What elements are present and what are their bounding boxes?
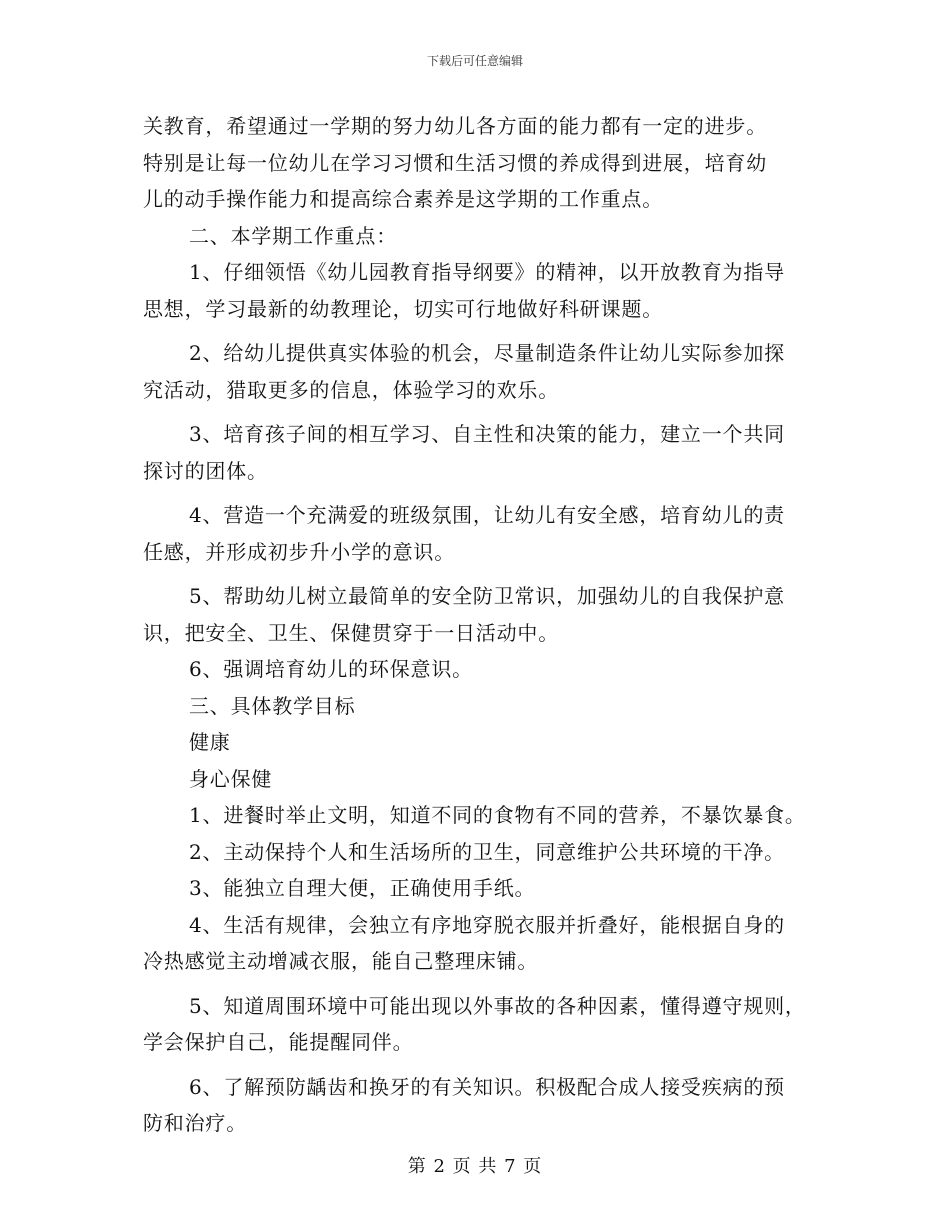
list-item-continuation: 识，把安全、卫生、保健贯穿于一日活动中。: [143, 620, 559, 645]
subsection-heading: 身心保健: [189, 766, 273, 791]
paragraph-line: 儿的动手操作能力和提高综合素养是这学期的工作重点。: [143, 187, 663, 211]
list-item-continuation: 防和治疗。: [143, 1111, 247, 1135]
subsection-heading: 健康: [189, 730, 231, 754]
paragraph-line: 特别是让每一位幼儿在学习习惯和生活习惯的养成得到进展，培育幼: [143, 150, 767, 175]
list-item: 5、知道周围环境中可能出现以外事故的各种因素，懂得遵守规则，: [189, 993, 806, 1018]
list-item: 4、生活有规律，会独立有序地穿脱衣服并折叠好，能根据自身的: [189, 912, 785, 937]
page-number-footer: 第 2 页 共 7 页: [407, 1156, 543, 1177]
document-body: [143, 108, 838, 1142]
list-item: 1、仔细领悟《幼儿园教育指导纲要》的精神，以开放教育为指导: [189, 260, 785, 284]
list-item: 3、培育孩子间的相互学习、自主性和决策的能力，建立一个共同: [189, 422, 785, 446]
list-item: 4、营造一个充满爱的班级氛围，让幼儿有安全感，培育幼儿的责: [189, 503, 785, 527]
page-header: 下载后可任意编辑: [426, 54, 523, 68]
list-item-continuation: 思想，学习最新的幼教理论，切实可行地做好科研课题。: [143, 296, 663, 321]
paragraph-line: 关教育，希望通过一学期的努力幼儿各方面的能力都有一定的进步。: [143, 114, 767, 138]
list-item: 6、了解预防龋齿和换牙的有关知识。积极配合成人接受疾病的预: [189, 1074, 785, 1099]
list-item-continuation: 究活动，猎取更多的信息，体验学习的欢乐。: [143, 377, 559, 402]
list-item: 1、进餐时举止文明，知道不同的食物有不同的营养，不暴饮暴食。: [189, 803, 806, 827]
list-item: 2、给幼儿提供真实体验的机会，尽量制造条件让幼儿实际参加探: [189, 341, 785, 365]
list-item-continuation: 学会保护自己，能提醒同伴。: [143, 1030, 414, 1054]
list-item: 6、强调培育幼儿的环保意识。: [189, 657, 473, 681]
list-item: 2、主动保持个人和生活场所的卫生，同意维护公共环境的干净。: [189, 839, 785, 864]
list-item: 3、能独立自理大便，正确使用手纸。: [189, 876, 536, 900]
section-heading: 二、本学期工作重点：: [189, 223, 397, 248]
list-item: 5、帮助幼儿树立最简单的安全防卫常识，加强幼儿的自我保护意: [189, 584, 785, 608]
section-heading: 三、具体教学目标: [189, 693, 356, 718]
list-item-continuation: 冷热感觉主动增减衣服，能自己整理床铺。: [143, 949, 539, 973]
list-item-continuation: 任感，并形成初步升小学的意识。: [143, 539, 455, 564]
list-item-continuation: 探讨的团体。: [143, 458, 268, 483]
